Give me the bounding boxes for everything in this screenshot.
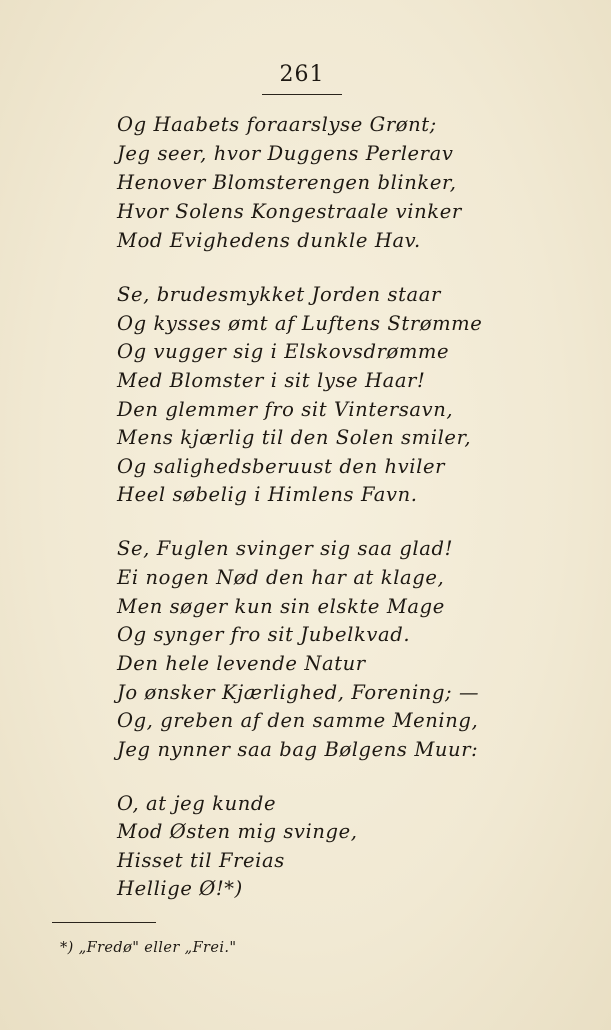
verse-line: Ei nogen Nød den har at klage,	[117, 566, 445, 589]
verse-line: Hellige Ø!*)	[117, 877, 243, 900]
verse-line: Mens kjærlig til den Solen smiler,	[117, 426, 472, 449]
verse-line: Men søger kun sin elskte Mage	[117, 595, 445, 618]
verse-line: Se, brudesmykket Jorden staar	[117, 283, 441, 306]
verse-line: Heel søbelig i Himlens Favn.	[117, 483, 418, 506]
verse-line: Se, Fuglen svinger sig saa glad!	[117, 537, 454, 560]
footnote: *) „Fredø" eller „Frei."	[60, 940, 237, 956]
verse-line: Og salighedsberuust den hviler	[117, 455, 446, 478]
verse-line: Henover Blomsterengen blinker,	[117, 171, 457, 194]
page-number: 261	[279, 62, 325, 87]
verse-line: Den hele levende Natur	[117, 652, 366, 675]
page-number-rule	[262, 94, 342, 95]
verse-line: Og vugger sig i Elskovsdrømme	[117, 340, 450, 363]
verse-line: Jo ønsker Kjærlighed, Forening; —	[117, 681, 480, 704]
verse-line: Jeg nynner saa bag Bølgens Muur:	[117, 738, 479, 761]
verse-line: Hvor Solens Kongestraale vinker	[117, 200, 462, 223]
verse-line: O, at jeg kunde	[117, 792, 277, 815]
footnote-rule	[52, 922, 156, 923]
verse-line: Med Blomster i sit lyse Haar!	[117, 369, 426, 392]
verse-line: Og kysses ømt af Luftens Strømme	[117, 312, 483, 335]
verse-line: Den glemmer fro sit Vintersavn,	[117, 398, 454, 421]
verse-line: Jeg seer, hvor Duggens Perlerav	[117, 142, 454, 165]
verse-line: Og Haabets foraarslyse Grønt;	[117, 113, 437, 136]
verse-line: Mod Østen mig svinge,	[117, 820, 358, 843]
verse-line: Og synger fro sit Jubelkvad.	[117, 623, 411, 646]
verse-line: Og, greben af den samme Mening,	[117, 709, 479, 732]
verse-line: Mod Evighedens dunkle Hav.	[117, 229, 421, 252]
verse-line: Hisset til Freias	[117, 849, 285, 872]
